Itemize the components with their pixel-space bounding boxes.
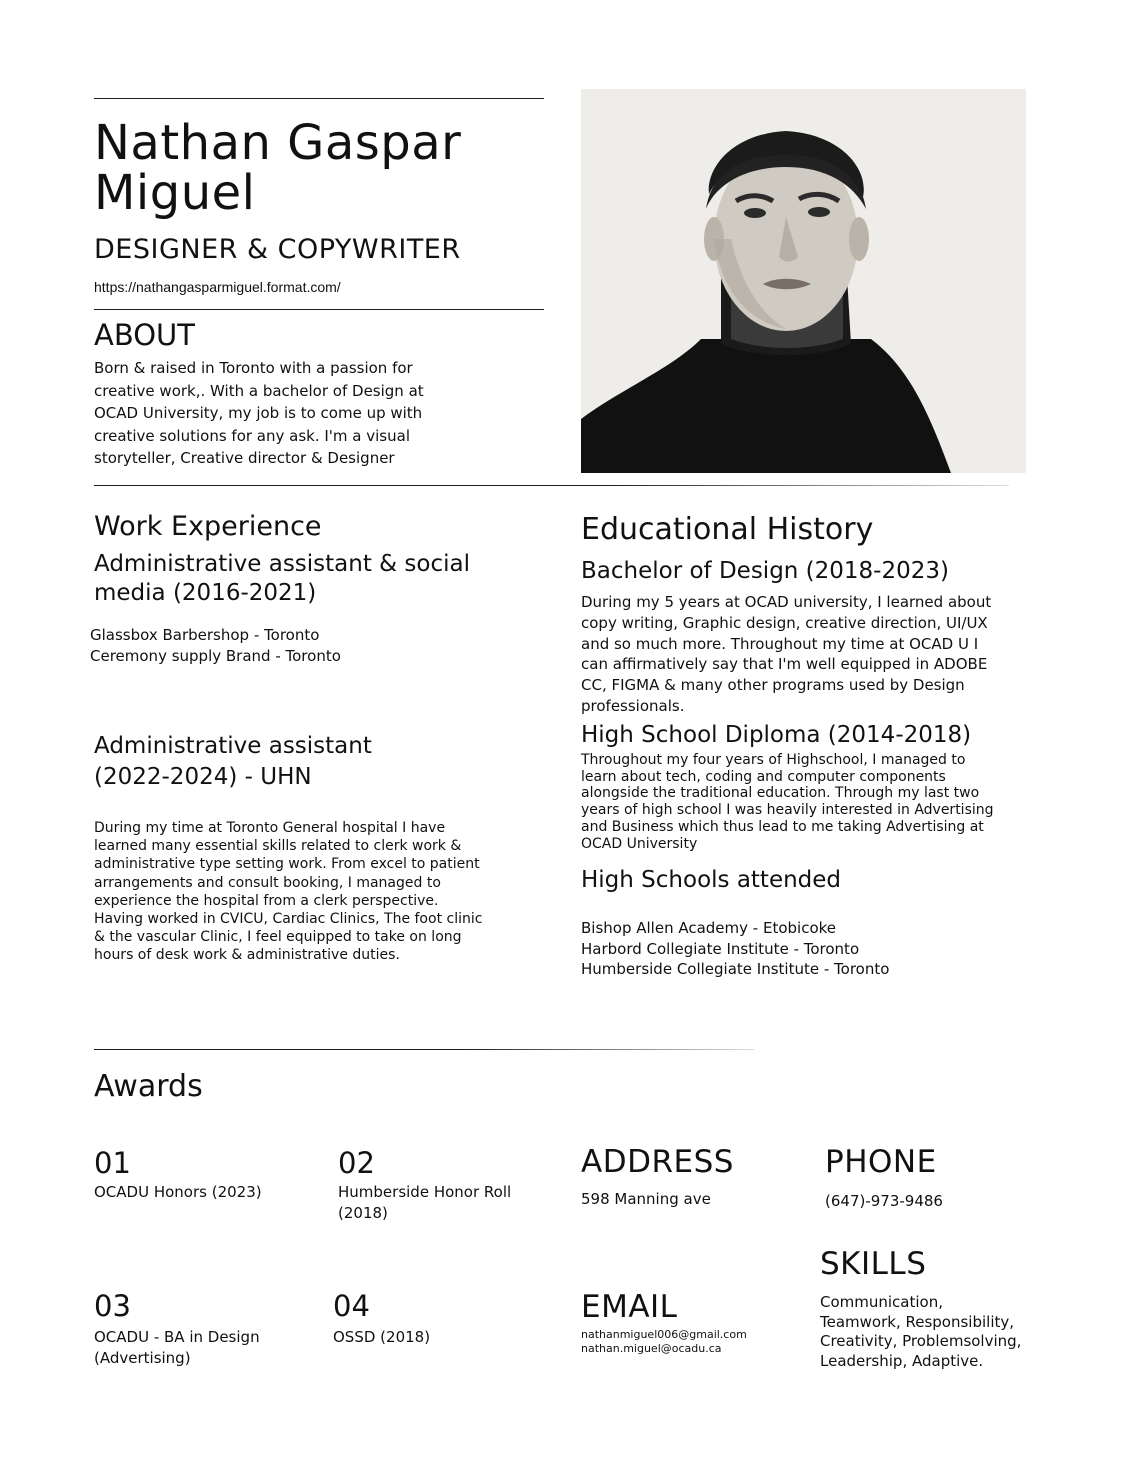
award-label: (Advertising): [94, 1349, 191, 1367]
portfolio-link[interactable]: https://nathangasparmiguel.format.com/: [94, 279, 341, 295]
job2-line: & the vascular Clinic, I feel equipped to take on long: [94, 929, 462, 946]
address-heading: ADDRESS: [581, 1144, 734, 1180]
portrait-illustration: [581, 89, 1026, 473]
award-label: OCADU - BA in Design: [94, 1328, 260, 1346]
job-title: DESIGNER & COPYWRITER: [94, 234, 461, 265]
award-number: 01: [94, 1146, 131, 1180]
about-divider: [94, 309, 544, 310]
job1-title-line: Administrative assistant & social: [94, 551, 470, 577]
top-divider: [94, 98, 544, 99]
award-number: 03: [94, 1289, 131, 1323]
job1-title: [94, 550, 534, 608]
job2-line: During my time at Toronto General hospital I have: [94, 820, 446, 836]
award-label: (2018): [338, 1204, 388, 1222]
about-heading: ABOUT: [94, 318, 195, 352]
skills-line: Teamwork, Responsibility,: [820, 1312, 1015, 1331]
job1-title-line: media (2016-2021): [94, 580, 317, 606]
awards-divider: [94, 1049, 754, 1050]
award-label: OSSD (2018): [333, 1328, 431, 1346]
degree-line: professionals.: [581, 696, 685, 715]
job2-line: learned many essential skills related to clerk work &: [94, 838, 462, 855]
schools-list: [581, 918, 889, 980]
name-line-2: Miguel: [94, 165, 256, 221]
award-label: OCADU Honors (2023): [94, 1183, 262, 1201]
skills-line: Communication,: [820, 1293, 943, 1311]
diploma-title: High School Diploma (2014-2018): [581, 722, 972, 748]
education-heading: Educational History: [581, 512, 874, 547]
diploma-line: OCAD University: [581, 835, 698, 852]
about-line: creative solutions for any ask. I'm a visual: [94, 426, 410, 445]
award-item: [333, 1289, 553, 1348]
email-list: [581, 1328, 747, 1356]
about-text: [94, 357, 474, 470]
skills-line: Creativity, Problemsolving,: [820, 1332, 1022, 1350]
email-link[interactable]: nathan.miguel@ocadu.ca: [581, 1342, 722, 1355]
diploma-line: and Business which thus lead to me taking Advertising at: [581, 818, 984, 835]
award-number: 02: [338, 1146, 375, 1180]
phone-heading: PHONE: [825, 1144, 937, 1180]
skills-line: Leadership, Adaptive.: [820, 1351, 984, 1370]
award-label: Humberside Honor Roll: [338, 1183, 512, 1201]
list-item: Ceremony supply Brand - Toronto: [90, 646, 341, 665]
work-heading: Work Experience: [94, 511, 322, 542]
award-item: [338, 1146, 558, 1224]
job1-places: [90, 625, 341, 666]
job2-description: [94, 819, 534, 965]
skills-list: [820, 1293, 1021, 1371]
about-line: OCAD University, my job is to come up with: [94, 404, 423, 422]
awards-heading: Awards: [94, 1069, 203, 1104]
school-item: Harbord Collegiate Institute - Toronto: [581, 939, 860, 958]
job2-line: hours of desk work & administrative duties.: [94, 947, 400, 964]
school-item: Bishop Allen Academy - Etobicoke: [581, 919, 836, 937]
diploma-line: alongside the traditional education. Through my last two: [581, 785, 980, 802]
name-line-1: Nathan Gaspar: [94, 115, 462, 171]
candidate-name: [94, 115, 564, 221]
diploma-line: years of high school I was heavily interested in Advertising: [581, 802, 994, 819]
award-item: [94, 1146, 314, 1203]
degree-description: [581, 592, 1051, 717]
degree-line: CC, FIGMA & many other programs used by Design: [581, 676, 965, 695]
job2-title-line: Administrative assistant: [94, 733, 372, 759]
address-value: 598 Manning ave: [581, 1190, 711, 1208]
job2-title: [94, 731, 534, 793]
job2-line: administrative type setting work. From excel to patient: [94, 856, 480, 873]
job2-title-line: (2022-2024) - UHN: [94, 764, 312, 790]
email-heading: EMAIL: [581, 1289, 678, 1325]
about-line: Born & raised in Toronto with a passion for: [94, 359, 413, 377]
degree-line: can affirmatively say that I'm well equipped in ADOBE: [581, 655, 988, 674]
diploma-description: [581, 752, 1051, 852]
degree-line: During my 5 years at OCAD university, I learned about: [581, 593, 992, 611]
about-line: creative work,. With a bachelor of Design at: [94, 381, 424, 400]
schools-title: High Schools attended: [581, 867, 842, 893]
school-item: Humberside Collegiate Institute - Toronto: [581, 960, 890, 978]
degree-title: Bachelor of Design (2018-2023): [581, 558, 949, 584]
degree-line: and so much more. Throughout my time at OCAD U I: [581, 634, 979, 653]
list-item: Glassbox Barbershop - Toronto: [90, 626, 320, 644]
job2-line: Having worked in CVICU, Cardiac Clinics, The foot clinic: [94, 911, 483, 928]
profile-photo: [581, 89, 1026, 473]
phone-value[interactable]: (647)-973-9486: [825, 1192, 943, 1210]
diploma-line: learn about tech, coding and computer components: [581, 768, 946, 785]
award-item: [94, 1289, 324, 1369]
award-number: 04: [333, 1289, 370, 1323]
job2-line: experience the hospital from a clerk perspective.: [94, 892, 439, 909]
degree-line: copy writing, Graphic design, creative direction, UI/UX: [581, 613, 988, 632]
about-line: storyteller, Creative director & Designer: [94, 449, 395, 467]
section-divider: [94, 485, 1009, 486]
job2-line: arrangements and consult booking, I managed to: [94, 874, 441, 891]
email-link[interactable]: nathanmiguel006@gmail.com: [581, 1328, 747, 1341]
skills-heading: SKILLS: [820, 1246, 927, 1282]
diploma-line: Throughout my four years of Highschool, I managed to: [581, 752, 966, 768]
